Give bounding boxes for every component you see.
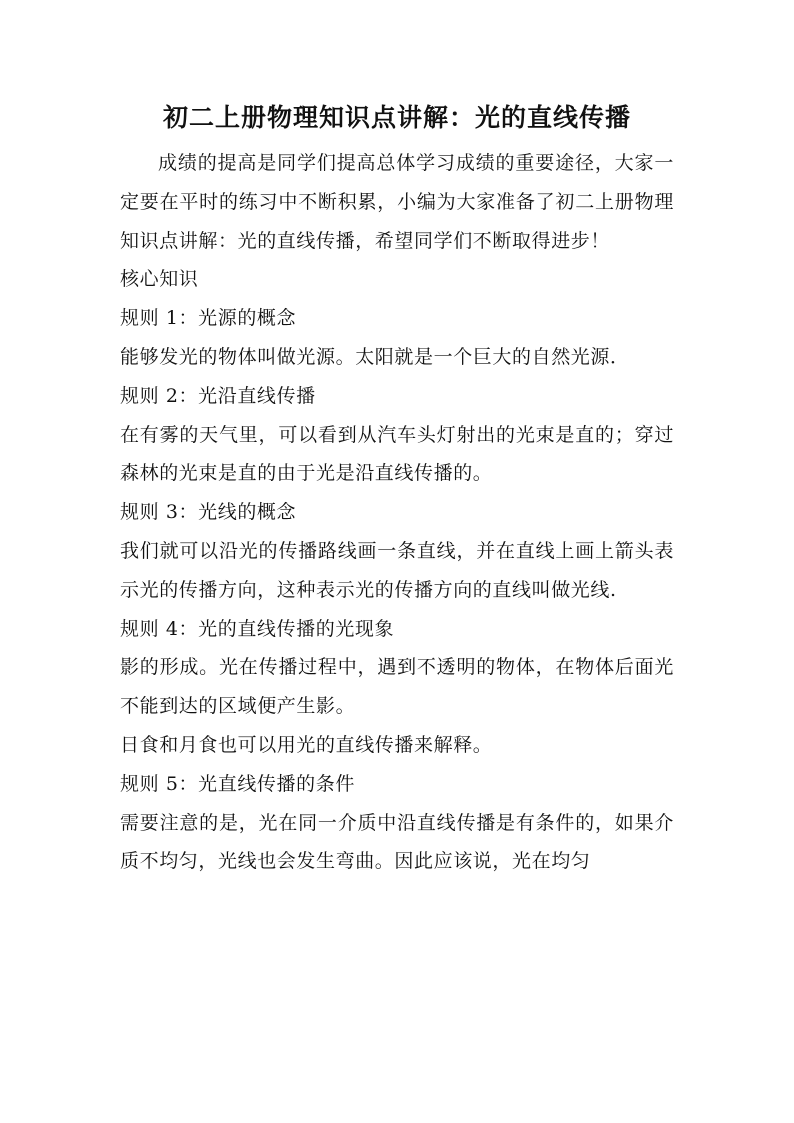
rule-3-text: 我们就可以沿光的传播路线画一条直线，并在直线上画上箭头表示光的传播方向，这种表示光的传播方向的直线叫做光线.	[120, 539, 674, 601]
rule-4-eclipse-text: 日食和月食也可以用光的直线传播来解释。	[120, 733, 493, 756]
rule-4-heading: 规则 4：光的直线传播的光现象	[120, 617, 395, 640]
document-body	[120, 144, 674, 881]
rule-1-text: 能够发光的物体叫做光源。太阳就是一个巨大的自然光源．	[120, 345, 630, 368]
intro-paragraph: 成绩的提高是同学们提高总体学习成绩的重要途径，大家一定要在平时的练习中不断积累，小编为大家准备了初二上册物理知识点讲解：光的直线传播，希望同学们不断取得进步！	[120, 152, 674, 252]
rule-4-text: 影的形成。光在传播过程中，遇到不透明的物体，在物体后面光不能到达的区域便产生影。	[120, 656, 674, 718]
document-title: 初二上册物理知识点讲解：光的直线传播	[162, 103, 631, 132]
rule-2-text: 在有雾的天气里，可以看到从汽车头灯射出的光束是直的；穿过森林的光束是直的由于光是沿直线传播的。	[120, 423, 674, 485]
rule-3-heading: 规则 3：光线的概念	[120, 501, 297, 524]
section-heading-core-knowledge: 核心知识	[120, 268, 199, 291]
rule-2-heading: 规则 2：光沿直线传播	[120, 384, 316, 407]
rule-5-heading: 规则 5：光直线传播的条件	[120, 772, 355, 795]
rule-5-text: 需要注意的是，光在同一介质中沿直线传播是有条件的，如果介质不均匀，光线也会发生弯曲。因此应该说，光在均匀	[120, 811, 674, 873]
rule-1-heading: 规则 1：光源的概念	[120, 307, 297, 330]
